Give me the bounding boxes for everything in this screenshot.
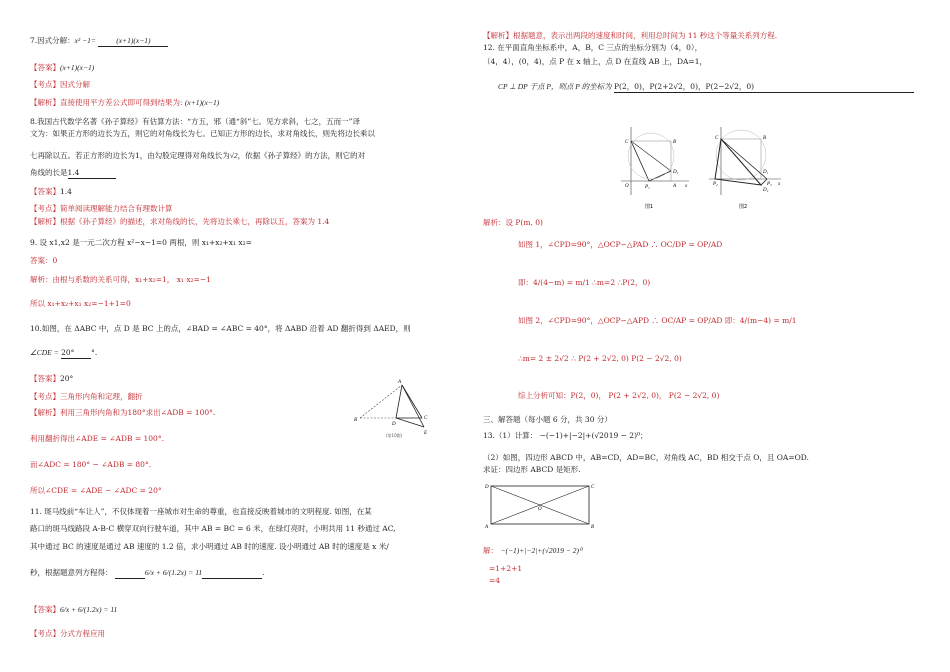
q12-fig2-line: 如图 2，∠CPD=90°，△OCP∽△APD ∴ OC/AP = OP/AD 即：4/(m−4) = m/1 [518,316,797,325]
q11-line3: 其中通过 BC 的速度是通过 AB 速度的 1.2 倍，求小明通过 AB 时的速度. 设小明通过 AB 时的速度是 x 米/ [30,542,389,551]
q12-line3: CP ⊥ DP 于点 P，则点 P 的坐标为 P(2，0)，P(2+2√2，0)，P(2−2√2，0) [498,82,914,93]
q10-jiexi: 【解析】利用三角形内角和为180°求出∠ADB = 100°. [30,408,216,417]
q13-label-a: A [485,525,489,530]
q7-question: 7.因式分解：x² −1= (x+1)(x−1) [30,36,168,47]
q10-label-d: D [392,422,396,427]
q11-line2: 路口的斑马线路段 A-B-C 横穿双向行驶车道，其中 AB = BC = 6 米，在绿灯亮时，小明共用 11 秒通过 AC, [30,524,396,533]
svg-text:D₁: D₁ [763,170,769,175]
svg-text:C: C [715,136,719,141]
svg-text:O: O [625,184,629,189]
svg-text:D₁: D₁ [673,170,679,175]
q13-jiexi: 解： −(−1)+|−2|+(√2019 − 2)⁰ [483,546,582,555]
q10-question: 10.如图，在 ΔABC 中，点 D 是 BC 上的点，∠BAD = ∠ABC = 40°，将 ΔABD 沿着 AD 翻折得到 ΔAED，则 [30,324,411,333]
q12-summary: 综上分析可知：P(2，0)， P(2 + 2√2, 0)， P(2 − 2√2, 0) [518,391,720,400]
q7-jiexi: 【解析】直接使用平方差公式即可得到结果为: (x+1)(x−1) [30,98,220,107]
q10-step2: 而∠ADC = 180° − ∠ADB = 80°. [30,460,152,469]
q9-question: 9. 设 x1,x2 是一元二次方程 x²−x−1=0 两根，则 x₁+x₂+x₁ x₂= [30,238,252,247]
q10-question-b: ∠CDE = 20° °. [30,348,98,357]
q13-line1: 13.（1）计算： −(−1)+|−2|+(√2019 − 2)⁰； [483,431,648,440]
q13-label-b: B [591,525,595,530]
q12-figure-2 [705,123,785,211]
svg-text:D₂: D₂ [763,188,769,193]
q13-label-c: C [591,485,595,490]
q10-step3: 所以∠CDE = ∠ADE − ∠ADC = 20° [30,486,162,495]
svg-text:C: C [625,140,629,145]
q12-fig2-result: ∴m= 2 ± 2√2 ∴ P(2 + 2√2, 0) P(2 − 2√2, 0) [518,354,682,363]
q9-conclusion: 所以 x₁+x₂+x₁ x₂=−1+1=0 [30,299,131,308]
q13-label-o: O [538,507,542,512]
q12-line2: （4，4），(0，4)，点 P 在 x 轴上，点 D 在直线 AB 上，DA=1， [483,57,707,66]
q8-kaodian: 【考点】简单阅读理解能力结合有理数计算 [30,204,173,213]
q11-line1: 11. 斑马线前“车让人”，不仅体现着一座城市对生命的尊重，也直接反映着城市的文明程度. 如图，在某 [30,507,372,516]
q13-step2: =4 [489,576,501,585]
q8-line1: 8.我国古代数学名著《孙子算经》有估算方法：“方五，邪（通“斜”七。见方求斜，七之，五而一”译 [30,117,360,126]
q12-fig1-line: 如图 1，∠CPD=90°，△OCP∽△PAD ∴ OC/DP = OP/AD [518,240,723,249]
q10-label-e: E [424,431,428,436]
q10-label-a: A [398,380,402,385]
q10-answer: 【答案】20° [30,374,74,383]
q10-step1: 利用翻折得出∠ADE = ∠ADB = 100°. [30,434,164,443]
svg-text:P₁: P₁ [645,185,650,190]
fig1-caption: 图1 [645,204,654,210]
q13-rectangle-figure [483,480,598,530]
q9-jiexi: 解析：由根与系数的关系可得，x₁+x₂=1， x₁ x₂=−1 [30,275,211,284]
q12-jiexi-head: 解析：设 P(m, 0) [483,218,543,227]
q12-figure-1 [617,123,692,211]
q8-line3: 七再除以五。若正方形的边长为1，由勾股定理得对角线长为√2，依据《孙子算经》的方法，则它的对 [30,151,366,160]
q7-answer: 【答案】(x+1)(x−1) [30,63,95,72]
q10-triangle-figure [352,375,442,440]
q10-label-b: B [354,418,358,423]
section3-heading: 三、解答题（每小题 6 分，共 30 分） [483,415,612,424]
q13-line3: 求证：四边形 ABCD 是矩形. [483,465,581,474]
svg-text:A: A [673,184,677,189]
svg-text:B: B [673,140,677,145]
q10-label-c: C [424,416,428,421]
q11-line4: 秒，根据题意列方程得： 6/x + 6/(1.2x) = 11 . [30,568,265,577]
svg-text:x: x [778,182,781,187]
q11-answer: 【答案】6/x + 6/(1.2x) = 11 [30,605,118,614]
svg-text:B: B [763,136,767,141]
q13-label-d: D [485,485,489,490]
q7-kaodian: 【考点】因式分解 [30,80,90,89]
q8-line2: 文为：如果正方形的边长为五，则它的对角线长为七。已知正方形的边长，求对角线长，则先将边长乘以 [30,129,375,138]
q8-line4: 角线的长是1.4 [30,168,116,179]
q10-kaodian: 【考点】三角形内角和定理，翻折 [30,392,143,401]
q13-line2: （2）如图，四边形 ABCD 中，AB=CD，AD=BC，对角线 AC，BD 相交于点 O，且 OA=OD. [483,453,809,462]
svg-text:P₂: P₂ [713,182,718,187]
fig2-caption: 图2 [739,204,748,210]
q11-kaodian: 【考点】分式方程应用 [30,629,105,638]
svg-text:x: x [685,184,688,189]
q8-jiexi: 【解析】根据《孙子算经》的描述，求对角线的长，先将边长乘七，再除以五，答案为 1.4 [30,217,330,226]
q10-figure-caption: (第10题) [386,433,403,438]
q12-line1: 12. 在平面直角坐标系中，A，B，C 三点的坐标分别为（4，0）， [483,43,703,52]
q13-step1: =1+2+1 [489,564,523,573]
q9-answer: 答案：0 [30,256,58,265]
q11-jiexi: 【解析】根据题意，表示出两段的速度和时间，利用总时间为 11 秒这个等量关系列方程. [483,31,778,40]
q7-blank: (x+1)(x−1) [98,36,168,47]
q12-fig1-result: 即：4/(4−m) = m/1 ∴m=2 ∴P(2，0) [518,278,651,287]
q8-answer: 【答案】1.4 [30,187,72,196]
svg-text:P₃: P₃ [767,182,772,187]
